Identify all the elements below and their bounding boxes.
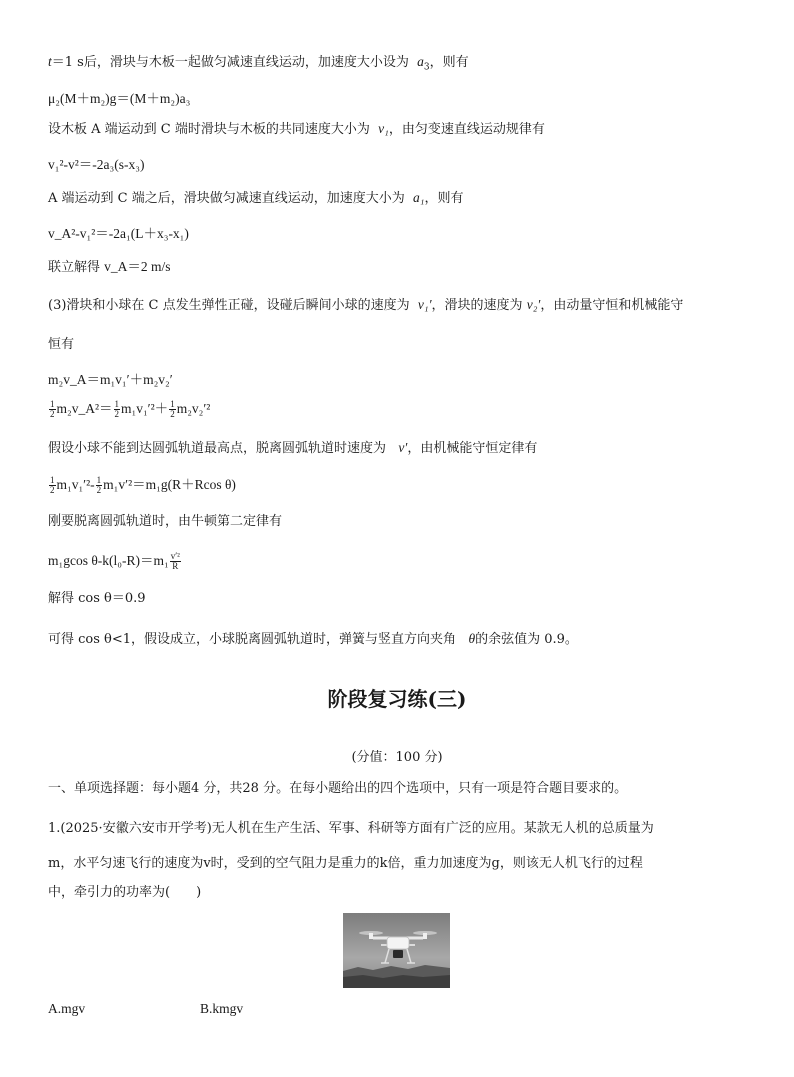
- question-1-line-1: 1.(2025·安徽六安市开学考)无人机在生产生活、军事、科研等方面有广泛的应用。某款无人机的总质量为: [48, 821, 654, 836]
- text: 可得 cos θ<1，假设成立，小球脱离圆弧轨道时，弹簧与竖直方向夹角: [48, 632, 457, 647]
- var-t: t: [48, 54, 52, 69]
- solution-equation-5: [48, 400, 210, 419]
- solution-line-7: [48, 258, 171, 277]
- text: m₁v₁′²-: [56, 477, 95, 492]
- question-1-line-2: m，水平匀速飞行的速度为v时，受到的空气阻力是重力的k倍，重力加速度为g，则该无人机飞行的过程: [48, 856, 643, 871]
- text: m₁gcos θ-k(l₀-R)＝m₁: [48, 553, 169, 568]
- solution-line-1: [48, 53, 469, 77]
- solution-line-9: 恒有: [48, 337, 75, 352]
- option-a: A.mgv: [48, 1001, 86, 1016]
- var: a₁: [413, 190, 425, 205]
- section-title: 阶段复习练(三): [327, 687, 467, 711]
- var: θ: [468, 631, 476, 646]
- denominator: 2: [170, 409, 175, 420]
- text: ，则有: [424, 191, 464, 206]
- text: m₁v′²＝m₁g(R＋Rcos θ): [103, 477, 236, 492]
- drone-image: [343, 913, 450, 988]
- denominator: 2: [96, 485, 102, 496]
- solution-equation-7: [48, 552, 182, 571]
- text: ，则有: [429, 55, 469, 70]
- text: ，由机械能守恒定律有: [407, 441, 538, 456]
- text: ，由动量守恒和机械能守: [540, 298, 684, 313]
- drone-photo: [343, 913, 450, 988]
- fraction-half: [96, 476, 103, 495]
- numerator: 1: [114, 399, 120, 410]
- solution-equation-4: m₂v_A＝m₁v₁′＋m₂v₂′: [48, 372, 173, 387]
- fraction-v-over-r: [170, 552, 181, 571]
- subscript: 3: [423, 62, 430, 73]
- solution-line-16: 解得 cos θ＝0.9: [48, 591, 146, 606]
- text: ，滑块的速度为: [431, 298, 523, 313]
- numerator: v′²: [170, 551, 180, 562]
- numerator: 1: [170, 399, 175, 410]
- solution-line-5: [48, 189, 463, 208]
- option-b: B.kmgv: [200, 1001, 244, 1016]
- fraction-half: [49, 476, 56, 495]
- question-1-line-3: 中，牵引力的功率为( ): [48, 885, 202, 900]
- solution-equation-6: [48, 476, 236, 495]
- var: v₁′: [417, 297, 432, 312]
- result: v_A＝2 m/s: [104, 259, 171, 274]
- text: ，由匀变速直线运动规律有: [388, 122, 545, 137]
- var: v′: [398, 440, 408, 455]
- text: m₁v₁′²＋: [121, 401, 169, 416]
- solution-equation-3: v_A²-v₁²＝-2a₁(L＋x₃-x₁): [48, 226, 189, 241]
- solution-line-3: [48, 120, 545, 139]
- text: 假设小球不能到达圆弧轨道最高点，脱离圆弧轨道时速度为: [48, 441, 387, 456]
- text: m₂v_A²＝: [56, 401, 113, 416]
- numerator: 1: [50, 399, 55, 410]
- solution-line-8: [48, 296, 683, 315]
- denominator: 2: [50, 409, 55, 420]
- text: ＝1 s后，滑块与木板一起做匀减速直线运动，加速度大小设为: [51, 55, 409, 70]
- fraction-half: [49, 400, 56, 419]
- fraction-half: [114, 400, 121, 419]
- solution-line-12: [48, 439, 537, 458]
- var: v₁: [378, 121, 389, 136]
- denominator: 2: [50, 485, 55, 496]
- text: A 端运动到 C 端之后，滑块做匀减速直线运动，加速度大小为: [48, 191, 405, 206]
- text: 联立解得: [48, 260, 101, 275]
- fraction-half: [169, 400, 176, 419]
- solution-line-14: 刚要脱离圆弧轨道时，由牛顿第二定律有: [48, 514, 283, 529]
- numerator: 1: [96, 475, 102, 486]
- text: 的余弦值为 0.9。: [475, 632, 578, 647]
- text: m₂v₂′²: [176, 401, 211, 416]
- text: (3)滑块和小球在 C 点发生弹性正碰，设碰后瞬间小球的速度为: [48, 298, 410, 313]
- var-a: a: [417, 54, 424, 69]
- solution-equation-1: μ₂(M＋m₂)g＝(M＋m₂)a₃: [48, 91, 191, 106]
- denominator: R: [172, 561, 179, 572]
- section-score: (分值：100 分): [351, 750, 443, 765]
- text: 设木板 A 端运动到 C 端时滑块与木板的共同速度大小为: [48, 122, 370, 137]
- var: v₂′: [526, 297, 541, 312]
- solution-equation-2: v₁²-v²＝-2a₃(s-x₃): [48, 157, 145, 172]
- numerator: 1: [50, 475, 55, 486]
- denominator: 2: [114, 409, 120, 420]
- solution-line-17: [48, 630, 578, 649]
- section-instructions: 一、单项选择题：每小题4 分，共28 分。在每小题给出的四个选项中，只有一项是符合题目要求的。: [48, 781, 628, 796]
